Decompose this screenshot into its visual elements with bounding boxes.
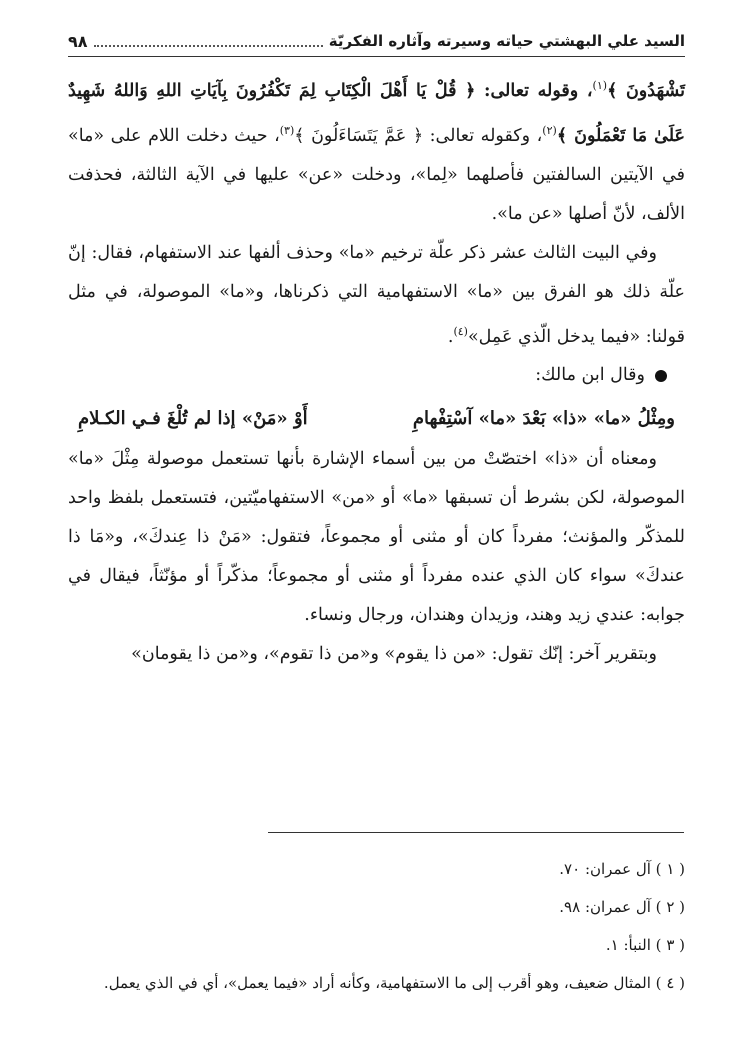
paragraph-1 xyxy=(68,66,685,234)
paragraph-1-text-d: ، حيث دخلت اللام على «ما» في الآيتين السالفتين فأصلهما «لِما»، ودخلت «عن» عليها في الآية الثالثة، فحذفت الألف، لأنّ أصلها «عن ما». xyxy=(68,125,685,224)
header-dot-leader xyxy=(94,35,323,47)
footnote-4: ( ٤ ) المثال ضعيف، وهو أقرب إلى ما الاستفهامية، وكأنه أراد «فيما يعمل»، أي في الذي يعمل. xyxy=(103,974,685,992)
footnote-ref-2: (٢) xyxy=(542,123,557,137)
paragraph-2-text: وفي البيت الثالث عشر ذكر علّة ترخيم «ما» وحذف ألفها عند الاستفهام، فقال: إنّ علّة ذلك هو الفرق بين «ما» الاستفهامية التي ذكرناها، و«ما» الموصولة، في مثل قولنا: «فيما يدخل الّذي عَمِل» xyxy=(68,242,685,347)
footnote-ref-3: (٣) xyxy=(279,123,295,137)
paragraph-1-text-b: ، وقوله تعالى: ﴿ قُلْ يَا أَهْلَ الْكِتَابِ لِمَ تَكْفُرُونَ بِآيَاتِ اللهِ وَاللهُ شَهِيدٌ عَلَىٰ مَا تَعْمَلُونَ ﴾ xyxy=(68,80,685,146)
bullet-text: وقال ابن مالك: xyxy=(535,365,645,386)
footnote-3: ( ٣ ) النبأ: ١. xyxy=(605,936,685,954)
footnote-ref-1: (١) xyxy=(592,79,608,92)
quran-quote-1: تَشْهَدُونَ ﴾ xyxy=(607,80,685,101)
running-title: السيد علي البهشتي حياته وسيرته وآثاره الفكريّة xyxy=(328,32,685,50)
footnote-1: ( ١ ) آل عمران: ٧٠. xyxy=(559,860,685,878)
poetry-verse xyxy=(68,395,685,440)
paragraph-2 xyxy=(68,234,685,357)
verse-first-hemistich: ومِثْلُ «ما» «ذا» بَعْدَ «ما» آسْتِفْهامِ xyxy=(412,408,675,430)
bullet-item xyxy=(68,356,685,395)
page-number: ٩٨ xyxy=(68,31,88,51)
paragraph-1-text-c: ، وكقوله تعالى: ﴿ عَمَّ يَتَسَاءَلُونَ ﴾ xyxy=(294,125,543,146)
page-header xyxy=(68,26,685,57)
paragraph-3: ومعناه أن «ذا» اختصّتْ من بين أسماء الإشارة بأنها تستعمل موصولة مِثْلَ «ما» الموصولة، لكن بشرط أن تسبقها «ما» أو «من» الاستفهاميّتين، فتستعمل بلفظ واحد للمذكّر والمؤنث؛ مفرداً كان أو مثنى أو مجموعاً، فتقول: «مَنْ ذا عِندكَ»، و«مَا ذا عندكَ» سواء كان الذي عنده مفرداً أو مثنى أو مجموعاً؛ مذكّراً أو مؤنّثاً، فيقال في جوابه: عندي زيد وهند، وزيدان وهندان، ورجال ونساء. xyxy=(68,449,685,626)
footnote-ref-4: (٤) xyxy=(453,324,468,338)
paragraph-2-end: . xyxy=(447,326,454,347)
footnote-divider xyxy=(268,832,684,833)
footnote-2: ( ٢ ) آل عمران: ٩٨. xyxy=(559,898,685,916)
footnotes xyxy=(68,850,685,1002)
bullet-icon xyxy=(655,370,667,382)
main-text xyxy=(68,66,685,674)
paragraph-4: وبتقرير آخر: إنّك تقول: «من ذا يقوم» و«من ذا تقوم»، و«من ذا يقومان» xyxy=(131,644,657,665)
verse-second-hemistich: أَوْ «مَنْ» إذا لم تُلْغَ فـي الكـلامِ xyxy=(78,408,308,430)
